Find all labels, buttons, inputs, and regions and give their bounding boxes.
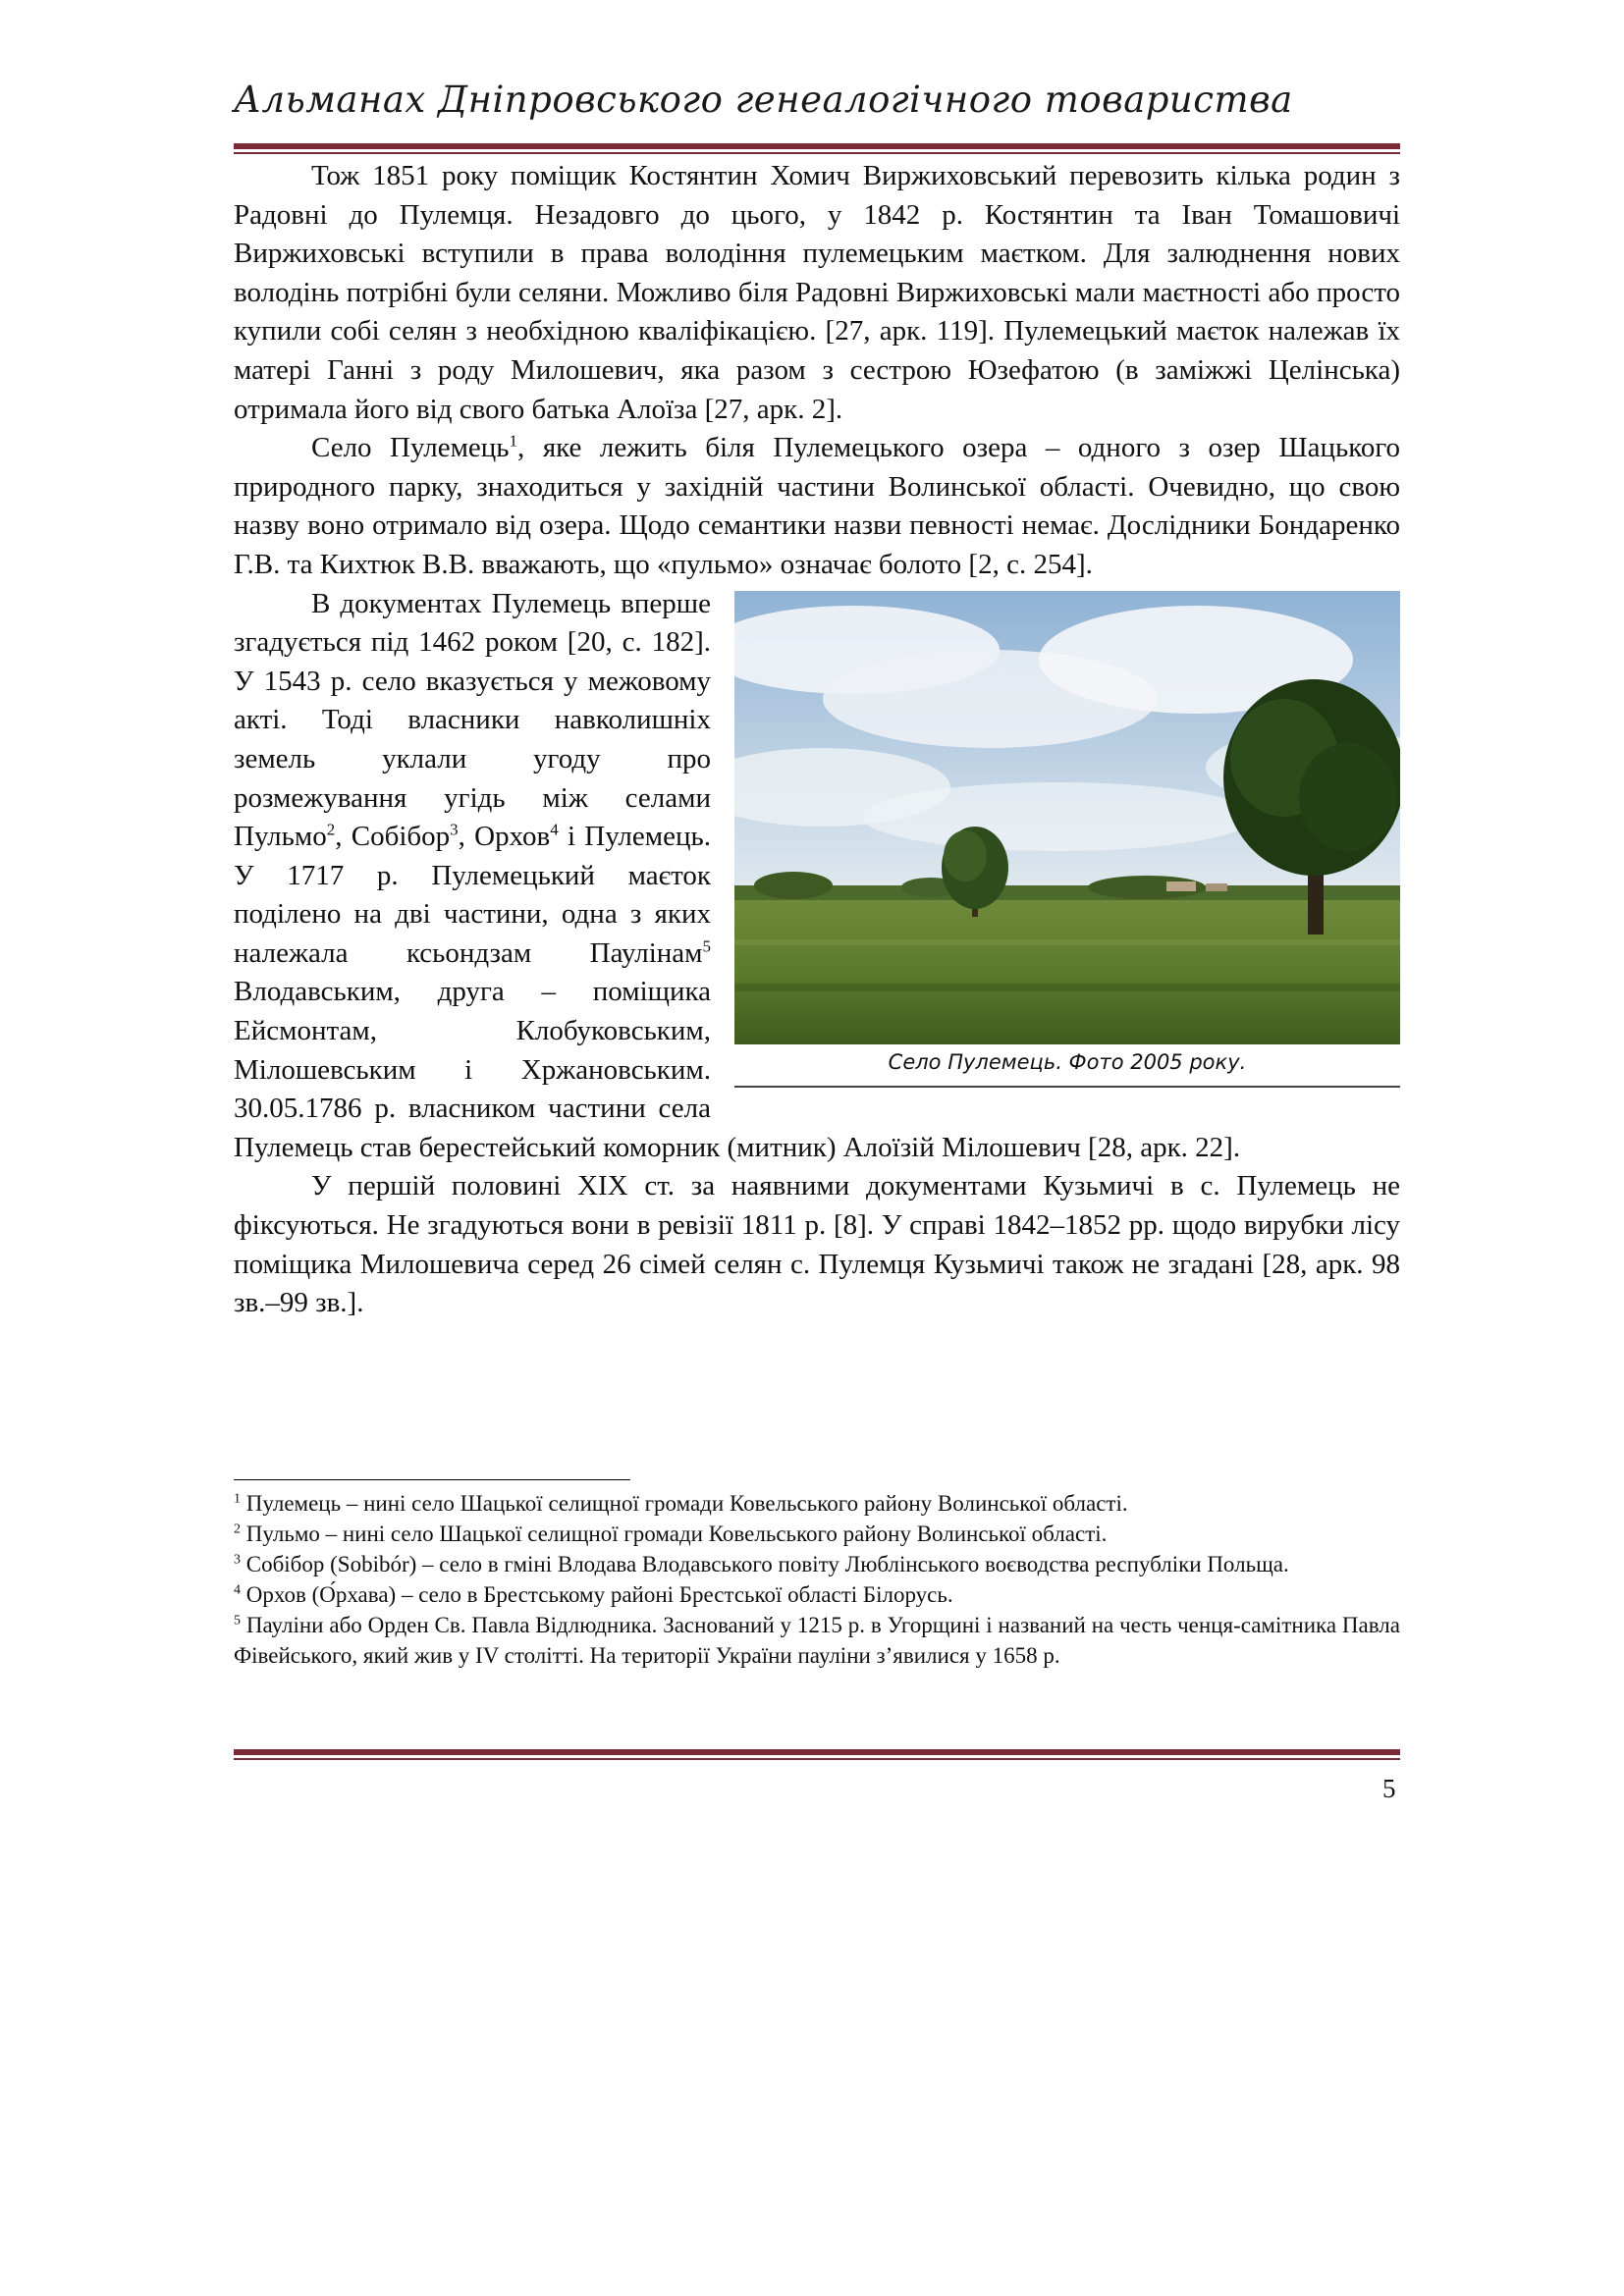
footnote-4: $^4$ Орхов (О́рхава) – село в Брестському районі Брестської області Білорусь. — [234, 1582, 953, 1607]
footnote-ref-1[interactable]: 1 — [509, 431, 518, 451]
footnote-ref-3[interactable]: 3 — [450, 820, 459, 839]
paragraph-2: Село Пулемець$^1$, яке лежить біля Пулемецького озера – одного з озер Шацького природного парку, знаходиться у західній частини Волинської області. Очевидно, що свою назву воно отримало від озера. Щодо семантики назви певності немає. Дослідники Бондаренко Г.В. та Кихтюк В.В. вважають, що «пульмо» означає болото [2, с. 254]. — [234, 431, 1400, 580]
paragraph-1: Тож 1851 року поміщик Костянтин Хомич Виржиховський перевозить кілька родин з Радовні до Пулемця. Незадовго до цього, у 1842 р. Костянтин та Іван Томашовичі Виржиховські вступили в права володіння пулемецьким маєтком. Для залюднення нових володінь потрібні були селяни. Можливо біля Радовні Виржиховські мали маєтності або просто купили собі селян з необхідною кваліфікацією. [27, арк. 119]. Пулемецький маєток належав їх матері Ганні з роду Милошевич, яка разом з сестрою Юзефатою (в заміжжі Целінська) отримала його від свого батька Алоїза [27, арк. 2]. — [234, 160, 1400, 425]
header-divider — [234, 143, 1400, 154]
village-photo — [734, 591, 1400, 1044]
footer-divider — [234, 1749, 1400, 1760]
footnote-5: $^5$ Пауліни або Орден Св. Павла Відлюдника. Заснований у 1215 р. в Угорщині і названий на честь ченця-самітника Павла Фівейського, який жив у IV столітті. На території України пауліни з’явилися у 1658 р. — [234, 1613, 1400, 1668]
village-photo-figure — [734, 591, 1400, 1090]
footnotes — [234, 1488, 1400, 1671]
page-number: 5 — [1382, 1774, 1396, 1803]
footnote-3: $^3$ Собібор (Sobibór) – село в гміні Влодава Влодавського повіту Люблінського воєводства республіки Польща. — [234, 1552, 1289, 1576]
paragraph-4: У першій половині XIX ст. за наявними документами Кузьмичі в с. Пулемець не фіксуються. Не згадуються вони в ревізії 1811 р. [8]. У справі 1842–1852 рр. щодо вирубки лісу поміщика Милошевича серед 26 сімей селян с. Пулемця Кузьмичі також не згадані [28, арк. 98 зв.–99 зв.]. — [234, 1170, 1400, 1319]
footnote-ref-2[interactable]: 2 — [326, 820, 336, 839]
footnote-2: $^2$ Пульмо – нині село Шацької селищної громади Ковельського району Волинської області. — [234, 1522, 1108, 1546]
paragraph-3: В документах Пулемець вперше згадується під 1462 роком [20, с. 182]. У 1543 р. село вказується у межовому акті. Тоді власники навколишніх земель уклали угоду про розмежування угідь між селами Пульмо$^2$, Собібор$^3$, Орхов$^4$ і Пулемець. У 1717 р. Пулемецький маєток поділено на дві частини, одна з яких належала ксьондзам Паулінам$^5$ Влодавським, друга – поміщика Ейсмонтам, Клобуковським, Мілошевським і Хржановським. 30.05.1786 р. власником частини села Пулемець став берестейський коморник (митник) Алоїзій Мілошевич [28, арк. 22]. — [234, 587, 1241, 1163]
footnote-1: $^1$ Пулемець – нині село Шацької селищної громади Ковельського району Волинської області. — [234, 1491, 1128, 1516]
footnote-ref-5[interactable]: 5 — [702, 936, 711, 956]
almanac-title: Альманах Дніпровського генеалогічного товариства — [234, 79, 1293, 121]
photo-caption: Село Пулемець. Фото 2005 року. — [734, 1044, 1400, 1088]
footnote-separator — [234, 1479, 630, 1480]
footnote-ref-4[interactable]: 4 — [550, 820, 559, 839]
article-body — [234, 157, 1400, 1323]
